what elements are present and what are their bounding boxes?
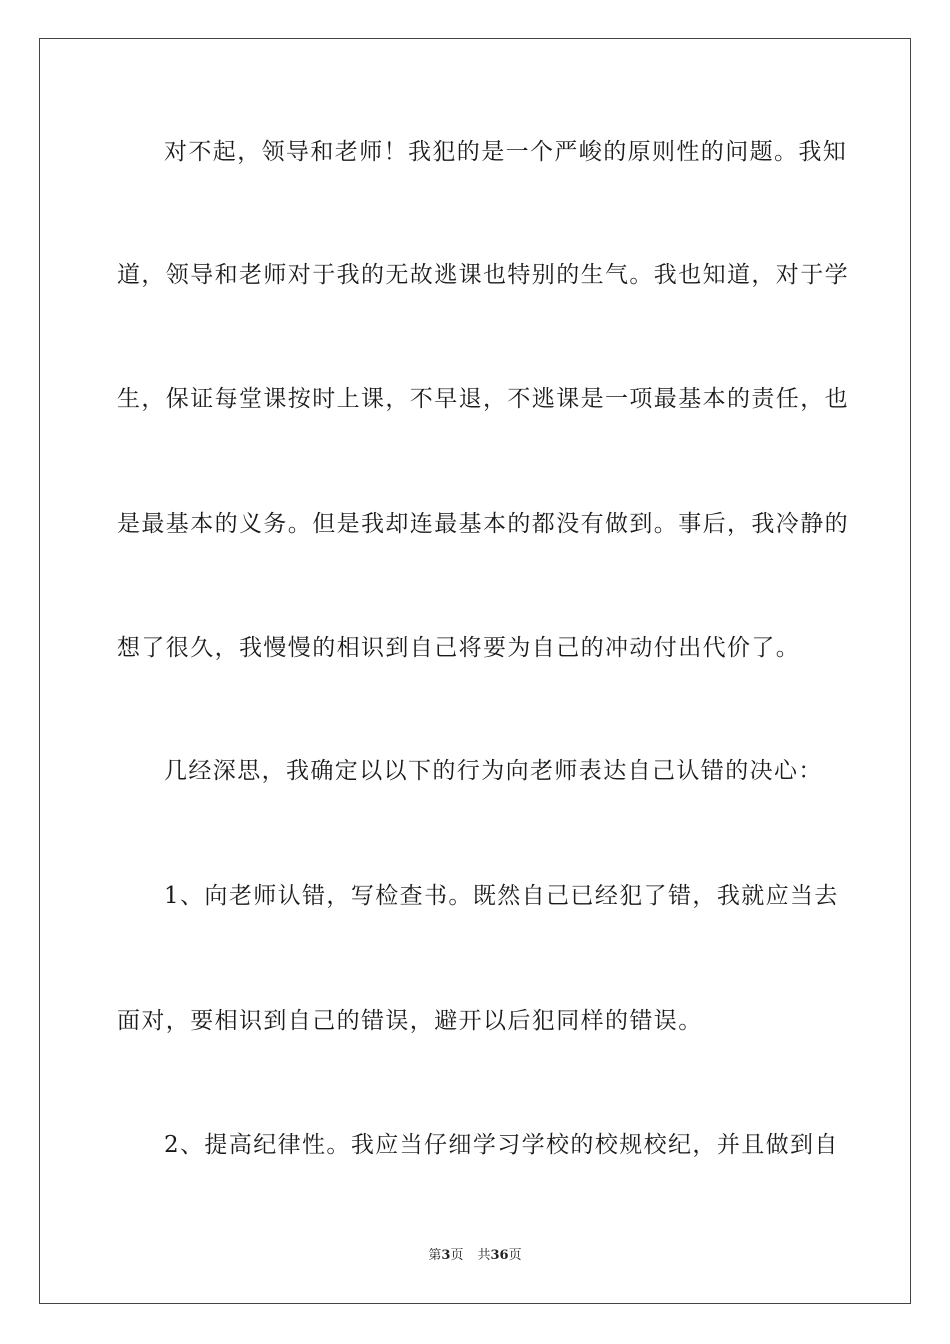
total-pages: 36 (490, 1248, 509, 1263)
paragraph-line: 对不起，领导和老师！我犯的是一个严峻的原则性的问题。我知 (164, 139, 848, 165)
paragraph-line: 2、提高纪律性。我应当仔细学习学校的校规校纪，并且做到自 (164, 1132, 839, 1158)
total-suffix: 页 (508, 1248, 522, 1263)
paragraph-line: 1、向老师认错，写检查书。既然自己已经犯了错，我就应当去 (164, 883, 839, 909)
paragraph-line: 几经深思，我确定以以下的行为向老师表达自己认错的决心： (164, 758, 823, 784)
paragraph-line: 道，领导和老师对于我的无故逃课也特别的生气。我也知道，对于学 (117, 262, 849, 288)
page-suffix: 页 (450, 1248, 464, 1263)
page-number: 3 (441, 1248, 451, 1263)
page-footer (0, 1248, 950, 1264)
total-prefix: 共 (477, 1248, 491, 1263)
page-border (39, 38, 911, 1304)
paragraph-line: 面对，要相识到自己的错误，避开以后犯同样的错误。 (117, 1008, 703, 1034)
paragraph-line: 想了很久，我慢慢的相识到自己将要为自己的冲动付出代价了。 (117, 635, 801, 661)
paragraph-line: 生，保证每堂课按时上课，不早退，不逃课是一项最基本的责任，也 (117, 386, 849, 412)
paragraph-line: 是最基本的义务。但是我却连最基本的都没有做到。事后，我冷静的 (117, 511, 849, 537)
page-prefix: 第 (428, 1248, 442, 1263)
